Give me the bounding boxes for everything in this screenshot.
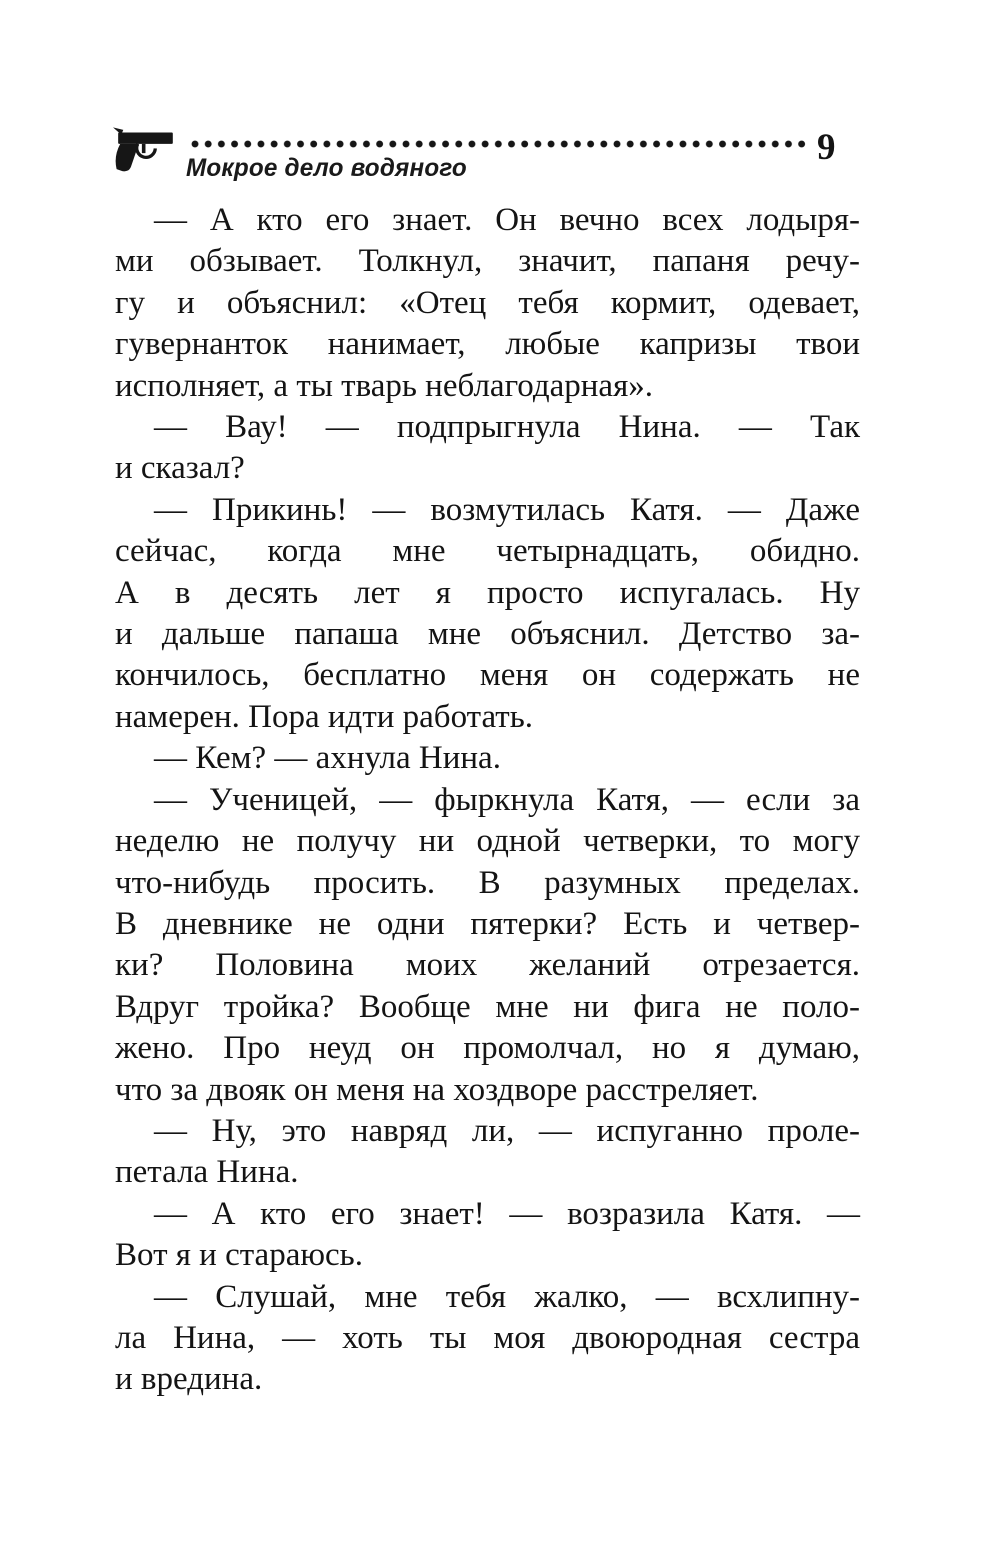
text-line: ми обзывает. Толкнул, значит, папаня речу- [115, 243, 860, 280]
text-line: — Кем? — ахнула Нина. [154, 740, 501, 777]
text-line: кончилось, бесплатно меня он содержать не [115, 657, 860, 694]
text-line: и сказал? [115, 450, 245, 487]
text-line: гувернанток нанимает, любые капризы твои [115, 326, 860, 363]
text-line: гу и объяснил: «Отец тебя кормит, одевает, [115, 284, 860, 321]
text-line: — А кто его знает! — возразила Катя. — [154, 1195, 860, 1232]
text-line: Вдруг тройка? Вообще мне ни фига не поло- [115, 988, 860, 1025]
page-number: 9 [817, 127, 836, 168]
running-title: Мокрое дело водяного [186, 154, 467, 182]
text-line: ла Нина, — хоть ты моя двоюродная сестра [115, 1319, 860, 1356]
text-line: — Ученицей, — фыркнула Катя, — если за [154, 781, 860, 818]
text-line: ки? Половина моих желаний отрезается. [115, 947, 860, 984]
text-line: исполняет, а ты тварь неблагодарная». [115, 367, 654, 404]
text-line: В дневнике не одни пятерки? Есть и четвер- [115, 905, 860, 942]
text-line: — Ну, это навряд ли, — испуганно проле- [154, 1112, 860, 1149]
text-line: — Вау! — подпрыгнула Нина. — Так [154, 409, 860, 446]
body-text [115, 200, 860, 1401]
pistol-icon [113, 124, 179, 174]
text-line: А в десять лет я просто испугалась. Ну [115, 574, 860, 611]
text-line: — Прикинь! — возмутилась Катя. — Даже [154, 491, 860, 528]
text-line: — А кто его знает. Он вечно всех лодыря- [154, 202, 860, 238]
text-line: Вот я и стараюсь. [115, 1237, 363, 1274]
text-line: и вредина. [115, 1361, 263, 1398]
text-line: что за двояк он меня на хоздворе расстреляет. [115, 1071, 759, 1108]
dotted-leader-line [191, 139, 811, 149]
text-line: петала Нина. [115, 1154, 299, 1191]
text-line: жено. Про неуд он промолчал, но я думаю, [115, 1030, 860, 1067]
text-line: и дальше папаша мне объяснил. Детство за- [115, 616, 860, 653]
text-line: сейчас, когда мне четырнадцать, обидно. [115, 533, 860, 570]
text-line: неделю не получу ни одной четверки, то могу [115, 823, 860, 860]
text-line: что-нибудь просить. В разумных пределах. [115, 864, 860, 901]
text-line: намерен. Пора идти работать. [115, 698, 533, 735]
text-line: — Слушай, мне тебя жалко, — всхлипну- [154, 1278, 860, 1315]
